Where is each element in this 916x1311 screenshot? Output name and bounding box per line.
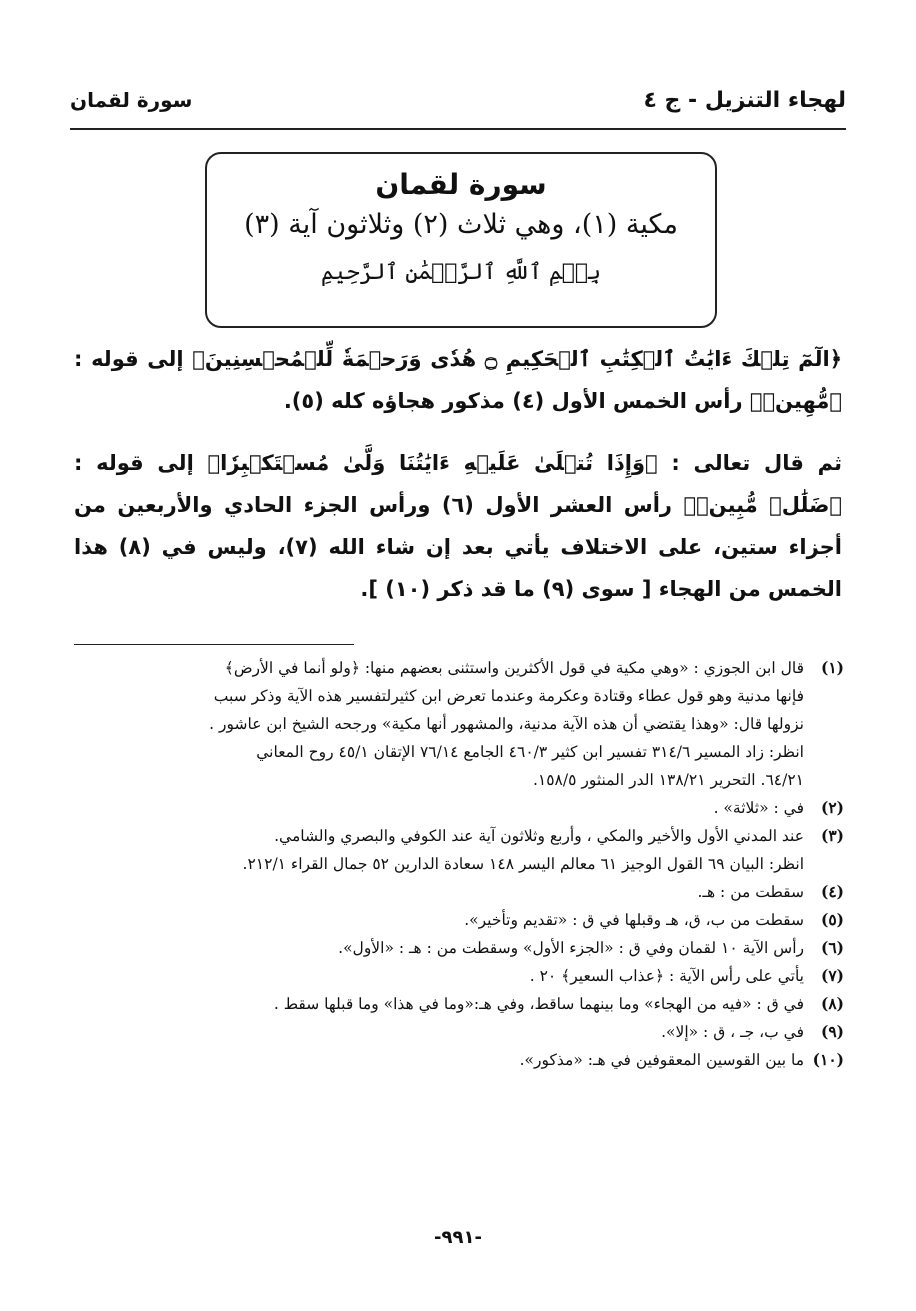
header-rule bbox=[70, 128, 846, 130]
footnote-line: في ب، جـ ، ق : «إلا». bbox=[661, 1023, 804, 1041]
footnote-line: فإنها مدنية وهو قول عطاء وقتادة وعكرمة وعندما تعرض ابن كثيرلتفسير هذه الآية وذكر سبب bbox=[213, 687, 804, 705]
footnote-line: ما بين القوسين المعقوفين في هـ: «مذكور». bbox=[519, 1051, 804, 1069]
footnote-line: انظر: البيان ٦٩ القول الوجيز ٦١ معالم اليسر ١٤٨ سعادة الدارين ٥٢ جمال القراء ٢١٢/١. bbox=[242, 855, 804, 873]
footnote-number: (٦) bbox=[820, 938, 844, 957]
footnote-line: ٦٤/٢١. التحرير ١٣٨/٢١ الدر المنثور ١٥٨/٥. bbox=[532, 771, 804, 789]
footnote bbox=[60, 794, 844, 822]
footnote bbox=[60, 1018, 844, 1046]
footnote-line: انظر: زاد المسير ٣١٤/٦ تفسير ابن كثير ٤٦٠/٣ الجامع ٧٦/١٤ الإتقان ٤٥/١ روح المعاني bbox=[256, 743, 804, 761]
footnote-number: (٤) bbox=[820, 882, 844, 901]
surah-subtitle: مكية (١)، وهي ثلاث (٢) وثلاثون آية (٣) bbox=[244, 209, 678, 240]
footnote bbox=[60, 654, 844, 794]
footnote-number: (١) bbox=[820, 658, 844, 677]
footnote-line: يأتي على رأس الآية : ﴿عذاب السعير﴾ ٢٠ . bbox=[529, 967, 804, 985]
footnote-line: في ق : «فيه من الهجاء» وما بينهما ساقط، وفي هـ:«وما في هذا» وما قبلها سقط . bbox=[273, 995, 804, 1013]
footnote bbox=[60, 1046, 844, 1074]
footnote bbox=[60, 934, 844, 962]
footnote-number: (٥) bbox=[820, 910, 844, 929]
surah-title: سورة لقمان bbox=[375, 168, 547, 201]
footnote-line: سقطت من ب، ق، هـ وقبلها في ق : «تقديم وتأخير». bbox=[464, 911, 804, 929]
footnote-number: (٨) bbox=[820, 994, 844, 1013]
footnote-number: (٢) bbox=[820, 798, 844, 817]
running-header bbox=[70, 88, 846, 124]
footnote bbox=[60, 962, 844, 990]
book-title: لهجاء التنزيل - ج ٤ bbox=[643, 88, 846, 113]
footnote bbox=[60, 822, 844, 878]
surah-name: سورة لقمان bbox=[70, 88, 193, 112]
footnote-separator bbox=[74, 644, 354, 645]
footnote-line: رأس الآية ١٠ لقمان وفي ق : «الجزء الأول» وسقطت من : هـ : «الأول». bbox=[338, 939, 804, 957]
footnote-number: (٧) bbox=[820, 966, 844, 985]
footnote bbox=[60, 906, 844, 934]
basmala: بِسۡمِ ٱللَّهِ ٱلرَّحۡمَٰنِ ٱلرَّحِيمِ bbox=[320, 260, 602, 285]
footnote bbox=[60, 878, 844, 906]
surah-title-box bbox=[205, 152, 717, 328]
footnote-line: عند المدني الأول والأخير والمكي ، وأربع وثلاثون آية عند الكوفي والبصري والشامي. bbox=[274, 827, 804, 845]
footnote-line: نزولها قال: «وهذا يقتضي أن هذه الآية مدنية، والمشهور أنها مكية» ورجحه الشيخ ابن عاشور . bbox=[209, 715, 804, 733]
footnote-line: في : «ثلاثة» . bbox=[713, 799, 804, 817]
footnote-line: سقطت من : هـ. bbox=[697, 883, 804, 901]
paragraph: ثم قال تعالى : ﴿وَإِذَا تُتۡلَىٰ عَلَيۡهِ ءَايَٰتُنَا وَلَّىٰ مُسۡتَكۡبِرٗا﴾ إلى قوله : ﴿ضَلَٰلٖ مُّبِينٖ﴾ رأس العشر الأول (٦) ورأس الجزء الحادي والأربعين من أجزاء ستين، على الاختلاف يأتي بعد إن شاء الله (٧)، وليس في (٨) هذا الخمس من الهجاء [ سوى (٩) ما قد ذكر (١٠) ]. bbox=[74, 451, 842, 601]
footnote-line: قال ابن الجوزي : «وهي مكية في قول الأكثرين واستثنى بعضهم منها: ﴿ولو أنما في الأرض﴾ bbox=[224, 659, 804, 677]
paragraph: ﴿الٓمٓ تِلۡكَ ءَايَٰتُ ٱلۡكِتَٰبِ ٱلۡحَكِيمِ ۝ هُدٗى وَرَحۡمَةٗ لِّلۡمُحۡسِنِينَ﴾ إلى قوله : ﴿مُّهِينٞ﴾ رأس الخمس الأول (٤) مذكور هجاؤه كله (٥). bbox=[74, 347, 843, 413]
footnote-number: (١٠) bbox=[812, 1050, 844, 1069]
footnote bbox=[60, 990, 844, 1018]
page-number: -٩٩١- bbox=[434, 1227, 482, 1248]
footnote-number: (٩) bbox=[820, 1022, 844, 1041]
footnote-number: (٣) bbox=[820, 826, 844, 845]
footnotes bbox=[60, 654, 844, 1074]
main-text bbox=[74, 338, 842, 610]
